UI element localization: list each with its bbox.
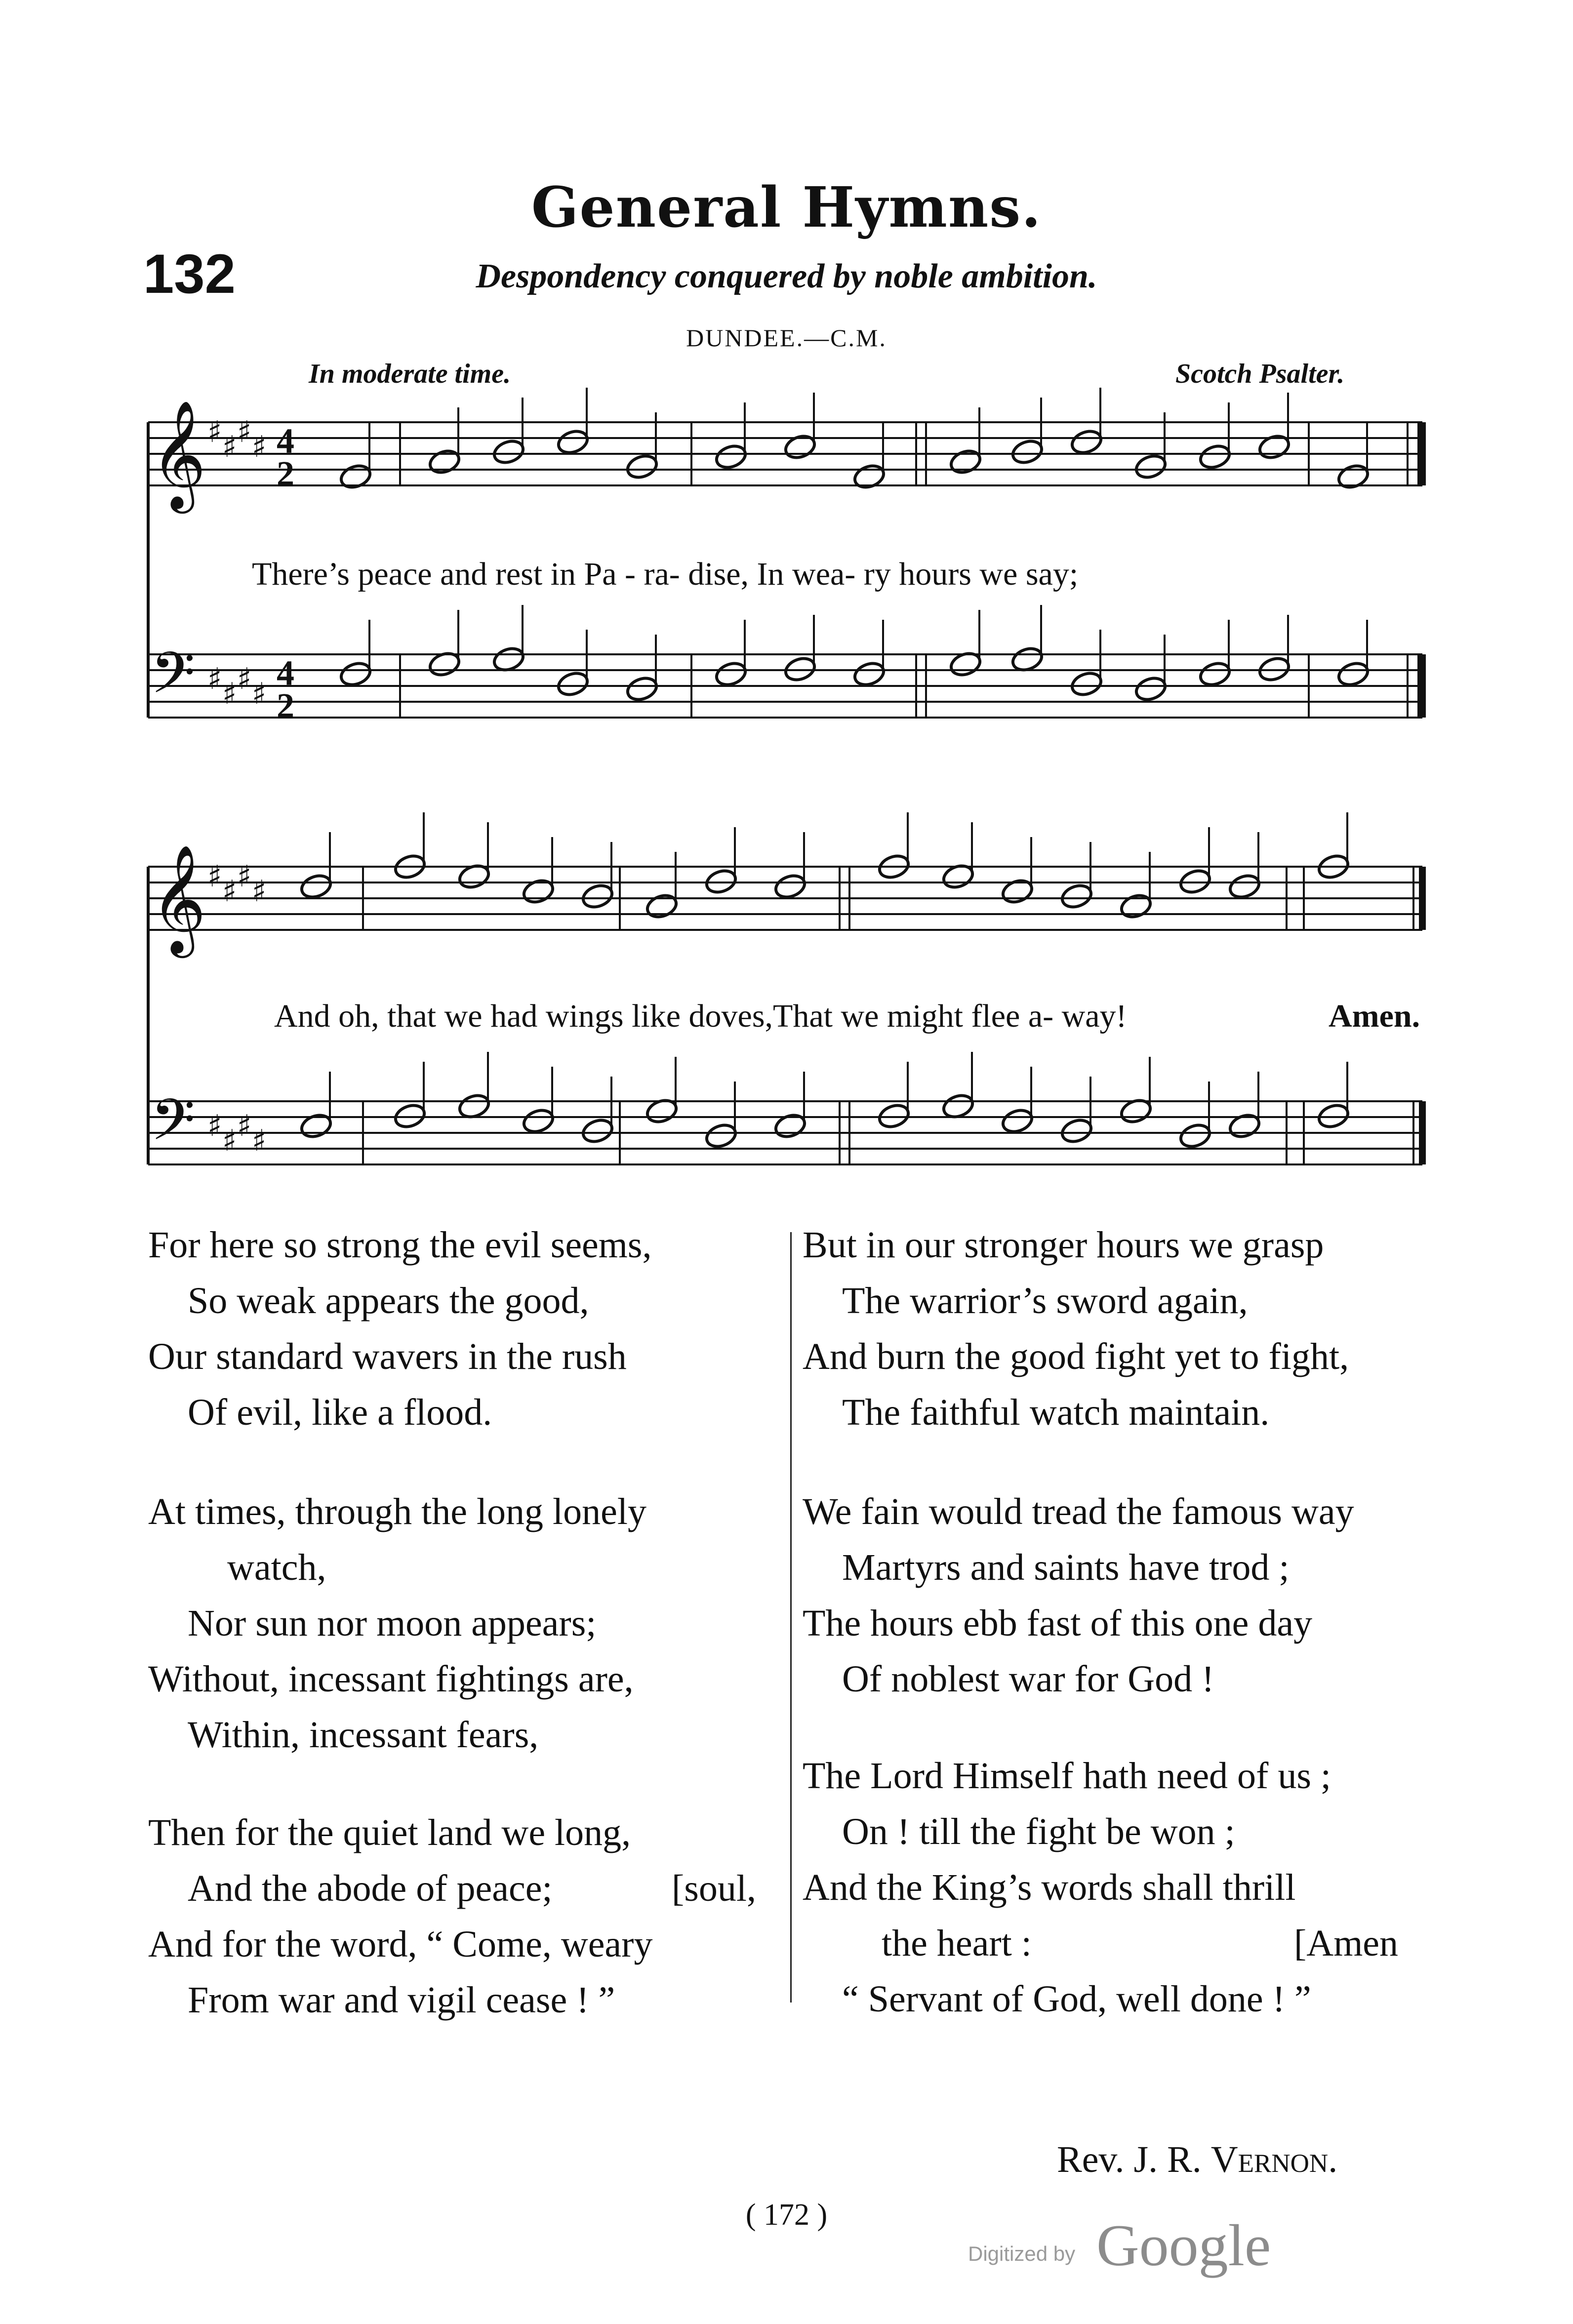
time-signature-top: 4 xyxy=(277,421,294,461)
verse-line: At times, through the long lonely xyxy=(148,1491,647,1532)
verse-line: Without, incessant fightings are, xyxy=(148,1658,634,1700)
author-prefix: Rev. J. R. xyxy=(1057,2139,1202,2180)
sharp-sign: ♯ xyxy=(207,415,222,449)
note-head xyxy=(1000,877,1035,906)
watermark-text: Digitized by xyxy=(968,2242,1076,2265)
verse-line: Of noblest war for God ! xyxy=(842,1658,1214,1700)
verse-line: And the abode of peace; xyxy=(188,1868,553,1909)
verse-1 xyxy=(148,1217,651,1441)
note-head xyxy=(580,882,615,911)
sharp-sign: ♯ xyxy=(222,677,237,711)
note-head xyxy=(299,872,333,901)
time-signature-bottom: 2 xyxy=(277,686,294,725)
note-head xyxy=(1336,462,1371,491)
sharp-sign: ♯ xyxy=(237,415,252,449)
verse-line: The hours ebb fast of this one day xyxy=(803,1603,1313,1644)
note-head xyxy=(948,447,983,476)
sharp-sign: ♯ xyxy=(237,859,252,894)
note-head xyxy=(773,1112,807,1140)
treble-clef: 𝄞 xyxy=(151,844,206,953)
note-head xyxy=(338,660,373,688)
note-head xyxy=(338,462,373,491)
tune-name: DUNDEE.—C.M. xyxy=(686,324,887,352)
verse-3 xyxy=(148,1805,652,2028)
note-head xyxy=(1059,1117,1094,1145)
note-head xyxy=(1069,428,1104,456)
verse-line: Within, incessant fears, xyxy=(188,1714,539,1756)
author-surname: Vernon. xyxy=(1210,2139,1338,2180)
verse-line: But in our stronger hours we grasp xyxy=(803,1224,1324,1266)
tempo-marking: In moderate time. xyxy=(309,359,511,389)
note-head xyxy=(1198,660,1232,688)
bass-clef: 𝄢 xyxy=(151,1087,196,1167)
note-head xyxy=(1336,660,1371,688)
verse-line: The faithful watch maintain. xyxy=(842,1392,1270,1433)
verse-line: And burn the good fight yet to fight, xyxy=(803,1336,1349,1377)
sharp-sign: ♯ xyxy=(207,662,222,696)
verse-line: We fain would tread the famous way xyxy=(803,1491,1354,1532)
note-head xyxy=(1257,433,1291,461)
verse-3-runover: [soul, xyxy=(672,1868,756,1909)
note-head xyxy=(556,670,590,698)
amen-label: Amen. xyxy=(1329,998,1420,1034)
verse-line: And for the word, “ Come, weary xyxy=(148,1923,653,1965)
verse-line: the heart : xyxy=(882,1923,1032,1964)
sharp-sign: ♯ xyxy=(222,430,237,464)
note-head xyxy=(1133,452,1168,481)
author-attribution xyxy=(1057,2138,1337,2181)
treble-clef: 𝄞 xyxy=(151,400,206,509)
verse-4 xyxy=(803,1217,1349,1441)
note-head xyxy=(521,877,556,906)
note-head xyxy=(1227,872,1262,901)
hymn-subtitle: Despondency conquered by noble ambition. xyxy=(476,257,1097,295)
note-head xyxy=(1227,1112,1262,1140)
note-head xyxy=(521,1107,556,1135)
verse-line: From war and vigil cease ! ” xyxy=(188,1979,615,2021)
note-head xyxy=(1069,670,1104,698)
note-head xyxy=(580,1117,615,1145)
note-head xyxy=(852,462,887,491)
verse-line: Martyrs and saints have trod ; xyxy=(842,1547,1290,1588)
note-head xyxy=(1178,1122,1212,1150)
sharp-sign: ♯ xyxy=(237,662,252,696)
note-head xyxy=(714,442,748,471)
sharp-sign: ♯ xyxy=(207,859,222,894)
verse-line: For here so strong the evil seems, xyxy=(148,1224,652,1266)
verse-line: So weak appears the good, xyxy=(188,1280,589,1322)
note-head xyxy=(625,675,659,703)
sharp-sign: ♯ xyxy=(222,1123,237,1158)
note-head xyxy=(1133,675,1168,703)
bass-clef: 𝄢 xyxy=(151,640,196,721)
note-head xyxy=(556,428,590,456)
note-head xyxy=(852,660,887,688)
note-head xyxy=(1119,892,1153,921)
verse-line: watch, xyxy=(227,1547,326,1588)
time-signature-bottom: 2 xyxy=(277,454,294,493)
verse-6 xyxy=(803,1748,1331,2027)
verse-line: Then for the quiet land we long, xyxy=(148,1812,631,1853)
verse-5 xyxy=(803,1484,1354,1707)
sharp-sign: ♯ xyxy=(252,1123,267,1158)
page-number: ( 172 ) xyxy=(745,2198,828,2232)
sharp-sign: ♯ xyxy=(252,430,267,464)
column-divider xyxy=(790,1232,792,2003)
watermark-logo: Google xyxy=(1096,2212,1271,2278)
note-head xyxy=(704,1122,738,1150)
note-head xyxy=(427,447,462,476)
note-head xyxy=(1198,442,1232,471)
verse-2 xyxy=(148,1484,646,1763)
verse-line: Nor sun nor moon appears; xyxy=(188,1603,597,1644)
sharp-sign: ♯ xyxy=(252,874,267,909)
note-head xyxy=(645,892,679,921)
sharp-sign: ♯ xyxy=(222,874,237,909)
verse-line: Our standard wavers in the rush xyxy=(148,1336,627,1377)
note-head xyxy=(1059,882,1094,911)
note-head xyxy=(1000,1107,1035,1135)
note-head xyxy=(714,660,748,688)
lyrics-line-2: And oh, that we had wings like doves,That we might flee a- way! xyxy=(274,998,1127,1034)
note-head xyxy=(1010,438,1045,466)
note-head xyxy=(773,872,807,901)
hymn-number: 132 xyxy=(143,243,236,305)
verse-line: Of evil, like a flood. xyxy=(188,1392,492,1433)
sharp-sign: ♯ xyxy=(237,1109,252,1143)
sharp-sign: ♯ xyxy=(252,677,267,711)
section-title: General Hymns. xyxy=(531,175,1042,240)
note-head xyxy=(491,438,526,466)
sharp-sign: ♯ xyxy=(207,1109,222,1143)
verse-line: The warrior’s sword again, xyxy=(842,1280,1248,1322)
lyrics-line-1: There’s peace and rest in Pa - ra- dise, In wea- ry hours we say; xyxy=(252,556,1079,592)
verse-line: The Lord Himself hath need of us ; xyxy=(803,1755,1331,1797)
time-signature-top: 4 xyxy=(277,653,294,693)
note-head xyxy=(299,1112,333,1140)
tune-source: Scotch Psalter. xyxy=(1175,359,1345,389)
verse-line: And the King’s words shall thrill xyxy=(803,1867,1296,1908)
verse-line: “ Servant of God, well done ! ” xyxy=(842,1978,1311,2020)
verse-6-runover: [Amen xyxy=(1294,1923,1399,1964)
note-head xyxy=(783,433,817,461)
verse-line: On ! till the fight be won ; xyxy=(842,1811,1235,1852)
note-head xyxy=(625,452,659,481)
